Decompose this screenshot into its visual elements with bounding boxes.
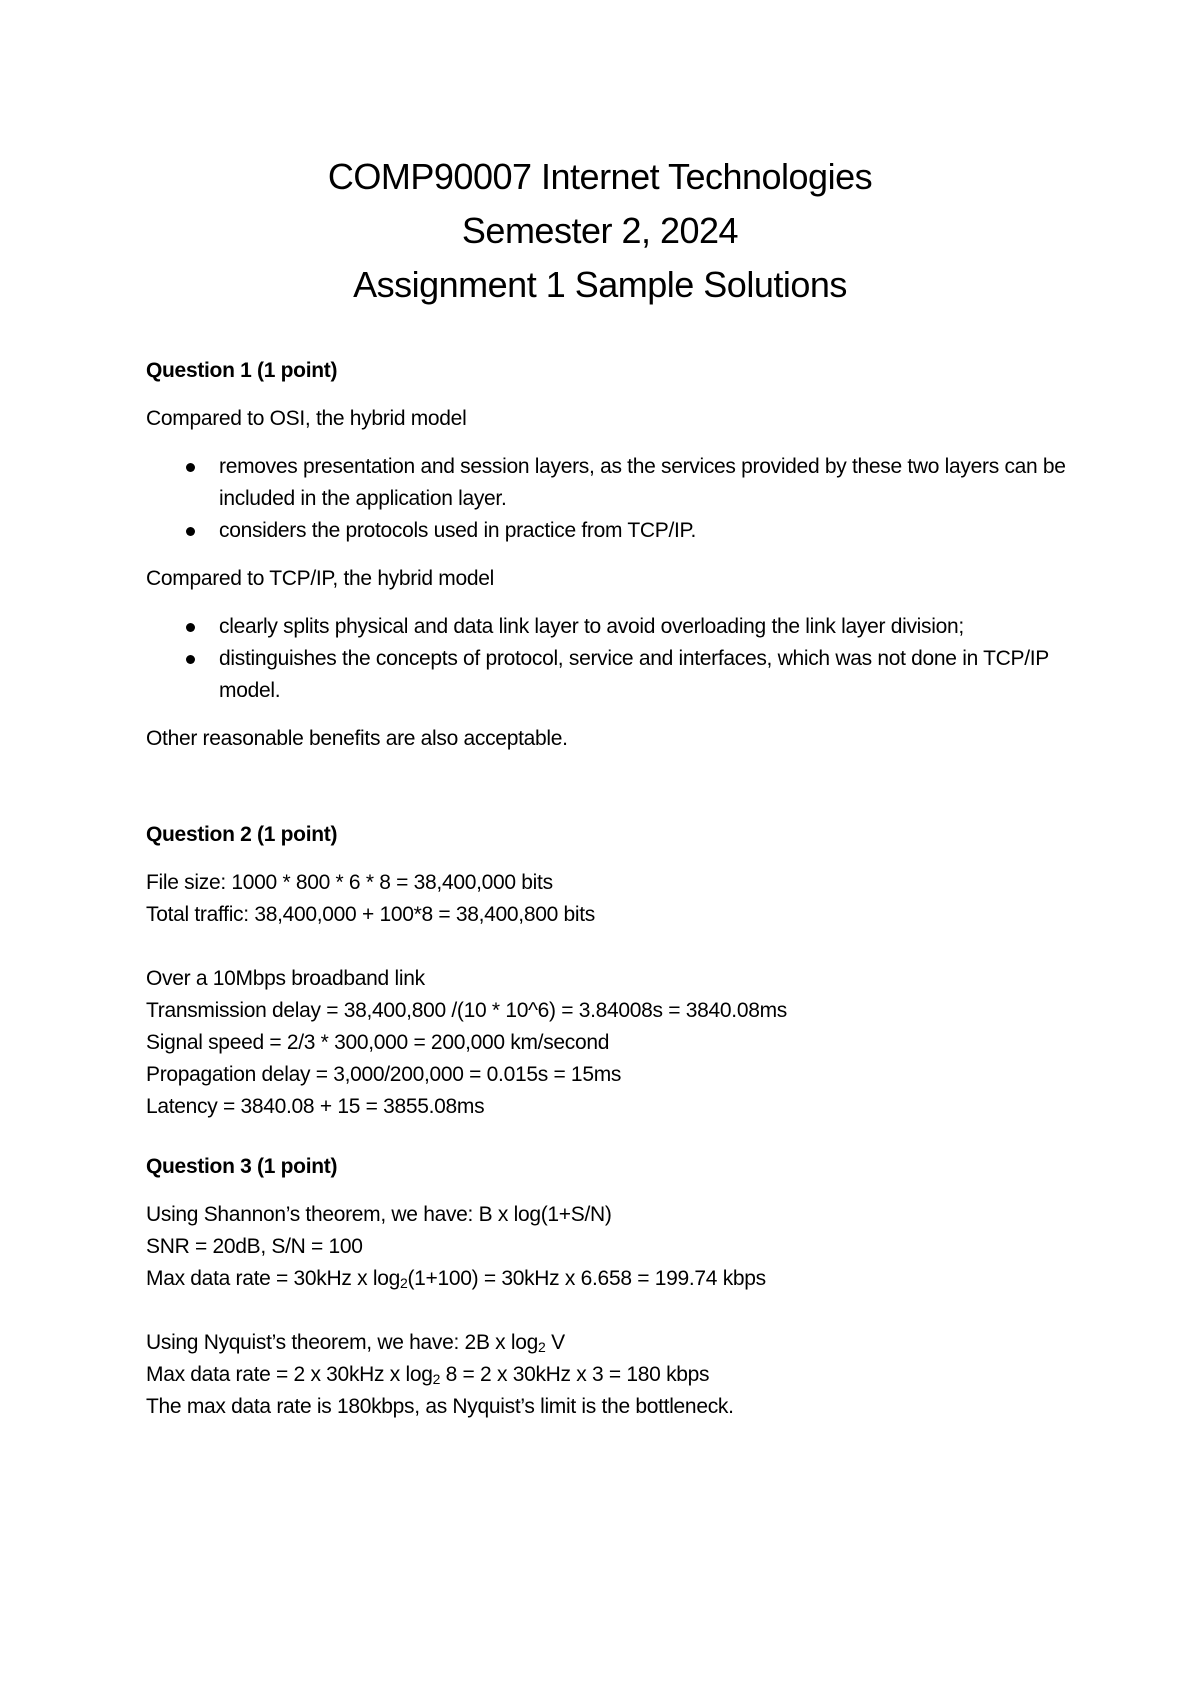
signal-speed-line: Signal speed = 2/3 * 300,000 = 200,000 km/second [146, 1031, 610, 1054]
document-title-block [0, 150, 1200, 312]
shannon-rate-line [146, 1263, 1076, 1295]
tcp-bullet-2: distinguishes the concepts of protocol, service and interfaces, which was not done in TCP/IP model. [219, 647, 1049, 702]
list-item [146, 611, 1076, 643]
tcp-intro: Compared to TCP/IP, the hybrid model [146, 567, 494, 590]
document-title: Assignment 1 Sample Solutions [353, 264, 847, 305]
log-base-subscript: 2 [399, 1275, 408, 1291]
conclusion-line: The max data rate is 180kbps, as Nyquist’s limit is the bottleneck. [146, 1395, 734, 1418]
bullet-icon [186, 527, 195, 536]
shannon-rate-part-b: (1+100) = 30kHz x 6.658 = 199.74 kbps [407, 1267, 766, 1290]
question-2-heading: Question 2 (1 point) [146, 823, 338, 846]
total-traffic-line: Total traffic: 38,400,000 + 100*8 = 38,400,800 bits [146, 903, 595, 926]
log-base-subscript: 2 [432, 1371, 441, 1387]
osi-bullet-1: removes presentation and session layers, as the services provided by these two layers can be included in the application layer. [219, 455, 1066, 510]
shannon-intro-line: Using Shannon’s theorem, we have: B x log(1+S/N) [146, 1203, 612, 1226]
nyquist-rate-line [146, 1359, 1076, 1391]
question-3 [146, 1151, 1076, 1423]
nyquist-intro-part-a: Using Nyquist’s theorem, we have: 2B x log [146, 1331, 539, 1354]
propagation-delay-line: Propagation delay = 3,000/200,000 = 0.015s = 15ms [146, 1063, 622, 1086]
bullet-icon [186, 655, 195, 664]
semester-title: Semester 2, 2024 [461, 210, 739, 251]
document-body [146, 355, 1076, 1423]
latency-line: Latency = 3840.08 + 15 = 3855.08ms [146, 1095, 485, 1118]
course-title: COMP90007 Internet Technologies [327, 156, 873, 197]
osi-intro: Compared to OSI, the hybrid model [146, 407, 467, 430]
file-size-line: File size: 1000 * 800 * 6 * 8 = 38,400,000 bits [146, 871, 553, 894]
question-2 [146, 819, 1076, 1123]
shannon-rate-part-a: Max data rate = 30kHz x log [146, 1267, 400, 1290]
bullet-icon [186, 463, 195, 472]
question-1 [146, 355, 1076, 755]
nyquist-intro-line [146, 1327, 1076, 1359]
osi-bullet-list [146, 451, 1076, 547]
question-3-heading: Question 3 (1 point) [146, 1155, 338, 1178]
q2-lines [146, 867, 1076, 1123]
tcp-bullet-list [146, 611, 1076, 707]
osi-bullet-2: considers the protocols used in practice from TCP/IP. [219, 519, 697, 542]
q1-closing: Other reasonable benefits are also acceptable. [146, 727, 568, 750]
list-item [146, 515, 1076, 547]
tcp-bullet-1: clearly splits physical and data link layer to avoid overloading the link layer division; [219, 615, 964, 638]
transmission-delay-line: Transmission delay = 38,400,800 /(10 * 10^6) = 3.84008s = 3840.08ms [146, 999, 787, 1022]
nyquist-intro-part-b: V [545, 1331, 565, 1354]
bullet-icon [186, 623, 195, 632]
question-1-heading: Question 1 (1 point) [146, 359, 338, 382]
log-base-subscript: 2 [538, 1339, 546, 1355]
snr-line: SNR = 20dB, S/N = 100 [146, 1235, 363, 1258]
list-item [146, 643, 1076, 707]
q3-lines [146, 1199, 1076, 1423]
nyquist-rate-part-a: Max data rate = 2 x 30kHz x log [146, 1363, 433, 1386]
nyquist-rate-part-b: 8 = 2 x 30kHz x 3 = 180 kbps [440, 1363, 710, 1386]
list-item [146, 451, 1076, 515]
link-line: Over a 10Mbps broadband link [146, 967, 425, 990]
